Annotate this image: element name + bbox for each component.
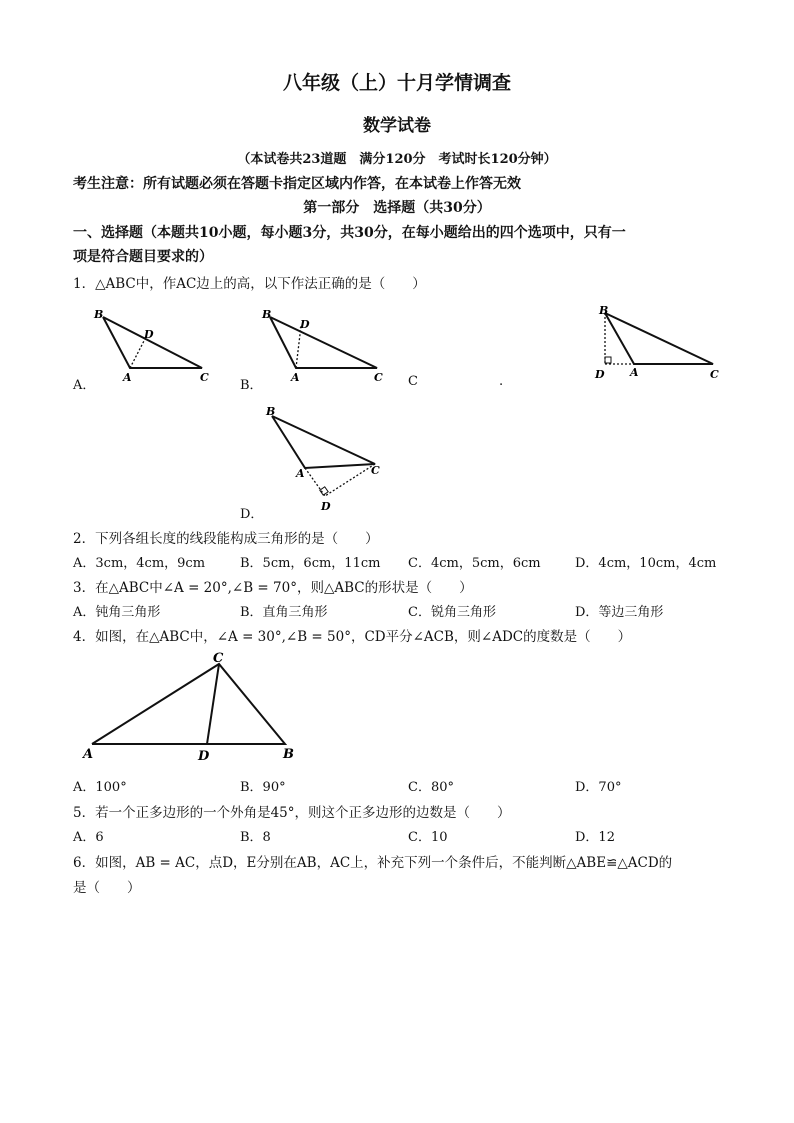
q1c-label-a: A [630, 366, 639, 379]
q3-option-d: D．等边三角形 [575, 605, 664, 620]
q1-option-c-dot: . [499, 374, 504, 389]
q5-option-c: C．10 [408, 830, 448, 845]
q1-option-a: A． [73, 378, 96, 393]
q1-stem: 1．△ABC中，作AC边上的高，以下作法正确的是（ ） [73, 276, 426, 292]
q2-option-d: D．4cm，10cm，4cm [575, 556, 717, 571]
q1d-label-c: C [371, 464, 380, 477]
q1b-label-a: A [291, 371, 300, 384]
q2-option-b: B．5cm，6cm，11cm [240, 556, 381, 571]
q4-label-d: D [198, 749, 210, 764]
q1b-label-c: C [374, 371, 383, 384]
q1-option-d: D． [240, 507, 264, 522]
q1-option-c: C [408, 374, 418, 389]
q2-option-c: C．4cm，5cm，6cm [408, 556, 541, 571]
q1a-label-c: C [200, 371, 209, 384]
exam-info: （本试卷共23道题 满分120分 考试时长120分钟） [237, 152, 557, 167]
q5-stem: 5．若一个正多边形的一个外角是45°，则这个正多边形的边数是（ ） [73, 805, 511, 821]
section-heading-line1: 一、选择题（本题共10小题，每小题3分，共30分，在每小题给出的四个选项中，只有一 [73, 225, 626, 241]
exam-title: 八年级（上）十月学情调查 [282, 72, 511, 94]
q5-option-d: D．12 [575, 830, 615, 845]
part-heading: 第一部分 选择题（共30分） [303, 200, 491, 216]
q2-stem: 2．下列各组长度的线段能构成三角形的是（ ） [73, 531, 379, 547]
q1d-label-a: A [296, 467, 305, 480]
section-heading-line2: 项是符合题目要求的） [73, 249, 213, 265]
exam-notice: 考生注意：所有试题必须在答题卡指定区域内作答，在本试卷上作答无效 [73, 176, 521, 192]
q3-option-a: A．钝角三角形 [73, 605, 161, 620]
q1c-label-d: D [595, 368, 605, 381]
q4-option-c: C．80° [408, 780, 454, 795]
q6-stem-line1: 6．如图，AB = AC，点D，E分别在AB，AC上，补充下列一个条件后，不能判断△ABE≌△ACD的 [73, 855, 673, 871]
q1-option-b: B． [240, 378, 263, 393]
q4-label-c: C [213, 651, 224, 666]
q1-figure-d [262, 402, 392, 512]
q4-option-a: A．100° [73, 780, 127, 795]
q1-figure-c [588, 300, 728, 385]
q3-option-b: B．直角三角形 [240, 605, 328, 620]
exam-subtitle: 数学试卷 [363, 116, 431, 136]
q1a-label-b: B [94, 308, 104, 321]
q4-label-a: A [83, 747, 94, 762]
q1c-label-c: C [710, 368, 719, 381]
q3-stem: 3．在△ABC中∠A = 20°,∠B = 70°，则△ABC的形状是（ ） [73, 580, 473, 596]
q1-figure-a [90, 305, 220, 385]
q1b-label-b: B [262, 308, 272, 321]
q2-option-a: A．3cm，4cm，9cm [73, 556, 206, 571]
q3-option-c: C．锐角三角形 [408, 605, 496, 620]
q4-stem: 4．如图，在△ABC中，∠A = 30°,∠B = 50°，CD平分∠ACB，则∠ADC的度数是（ ） [73, 629, 632, 645]
q5-option-b: B．8 [240, 830, 271, 845]
q5-option-a: A．6 [73, 830, 104, 845]
q1a-label-d: D [144, 328, 154, 341]
q1a-label-a: A [123, 371, 132, 384]
q1-figure-b [255, 305, 395, 385]
q6-stem-line2: 是（ ） [73, 880, 141, 896]
q4-label-b: B [283, 747, 294, 762]
q1c-label-b: B [599, 304, 609, 317]
q1d-label-b: B [266, 405, 276, 418]
q4-option-b: B．90° [240, 780, 286, 795]
q4-option-d: D．70° [575, 780, 622, 795]
q4-figure [80, 648, 305, 768]
q1b-label-d: D [300, 318, 310, 331]
q1d-label-d: D [321, 500, 331, 513]
